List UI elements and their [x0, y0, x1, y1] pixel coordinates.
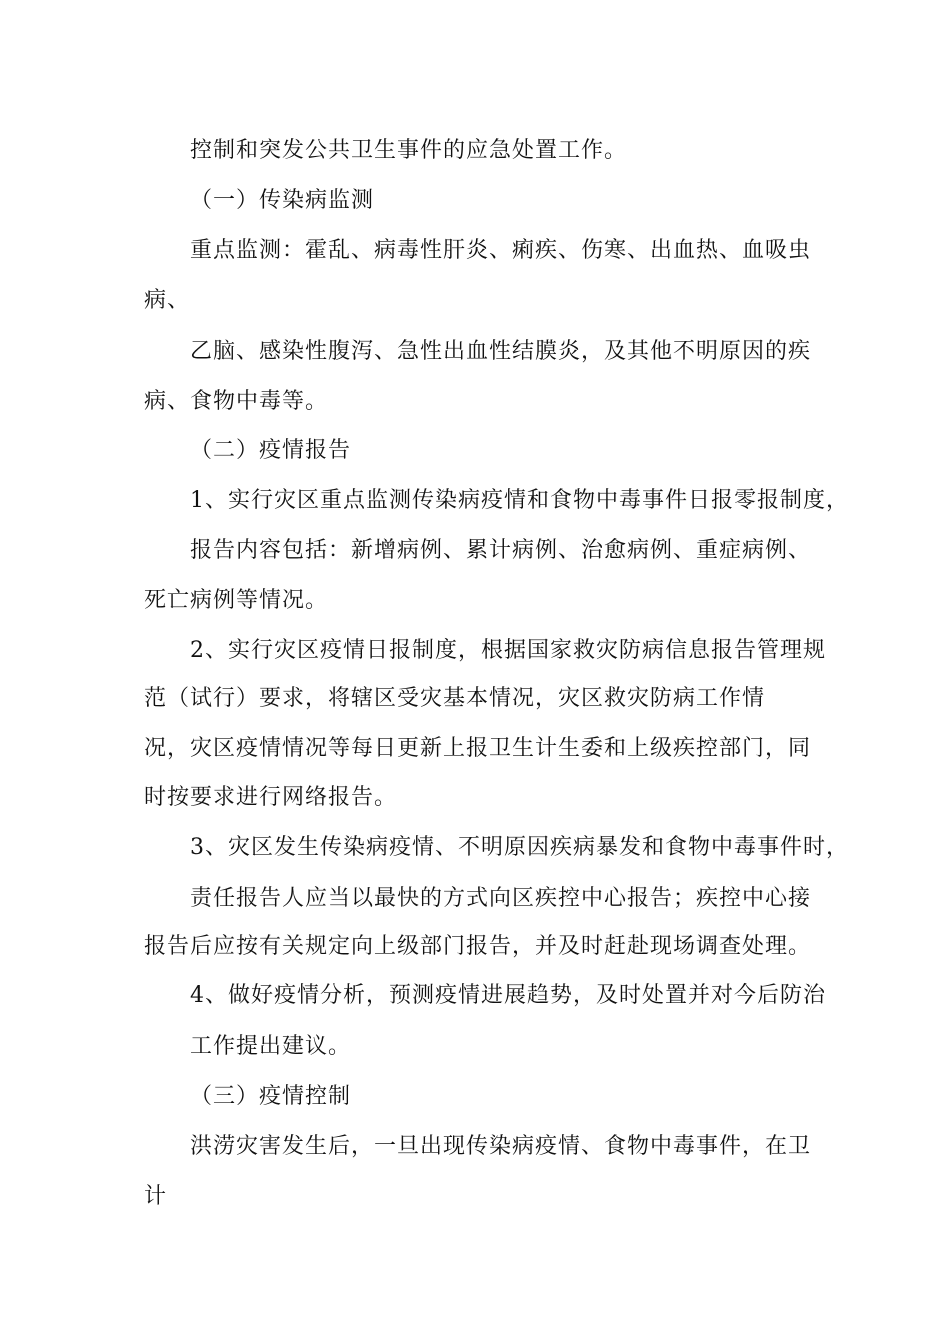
text-line-15: 3、灾区发生传染病疫情、不明原因疾病暴发和食物中毒事件时， [190, 835, 849, 860]
text-line-1: 控制和突发公共卫生事件的应急处置工作。 [190, 138, 628, 163]
text-line-6: 病、食物中毒等。 [144, 389, 329, 414]
text-line-8: 1、实行灾区重点监测传染病疫情和食物中毒事件日报零报制度， [190, 488, 849, 513]
text-line-11: 2、实行灾区疫情日报制度，根据国家救灾防病信息报告管理规 [190, 638, 826, 663]
text-line-17: 报告后应按有关规定向上级部门报告，并及时赶赴现场调查处理。 [144, 934, 812, 959]
text-line-22: 计 [144, 1184, 168, 1209]
text-line-19: 工作提出建议。 [190, 1034, 352, 1059]
text-line-10: 死亡病例等情况。 [144, 588, 329, 613]
text-line-12: 范（试行）要求，将辖区受灾基本情况，灾区救灾防病工作情 [144, 686, 766, 711]
text-line-4: 病、 [144, 288, 191, 313]
section-heading-2: （二）疫情报告 [190, 438, 352, 463]
text-line-21: 洪涝灾害发生后，一旦出现传染病疫情、食物中毒事件，在卫 [190, 1134, 812, 1159]
section-heading-3: （三）疫情控制 [190, 1084, 352, 1109]
text-line-9: 报告内容包括：新增病例、累计病例、治愈病例、重症病例、 [190, 538, 812, 563]
text-line-16: 责任报告人应当以最快的方式向区疾控中心报告；疾控中心接 [190, 886, 812, 911]
text-line-13: 况，灾区疫情情况等每日更新上报卫生计生委和上级疾控部门，同 [144, 736, 812, 761]
text-line-14: 时按要求进行网络报告。 [144, 785, 398, 810]
text-line-18: 4、做好疫情分析，预测疫情进展趋势，及时处置并对今后防治 [190, 983, 826, 1008]
section-heading-1: （一）传染病监测 [190, 188, 375, 213]
text-line-5: 乙脑、感染性腹泻、急性出血性结膜炎，及其他不明原因的疾 [190, 339, 812, 364]
text-line-3: 重点监测：霍乱、病毒性肝炎、痢疾、伤寒、出血热、血吸虫 [190, 238, 812, 263]
